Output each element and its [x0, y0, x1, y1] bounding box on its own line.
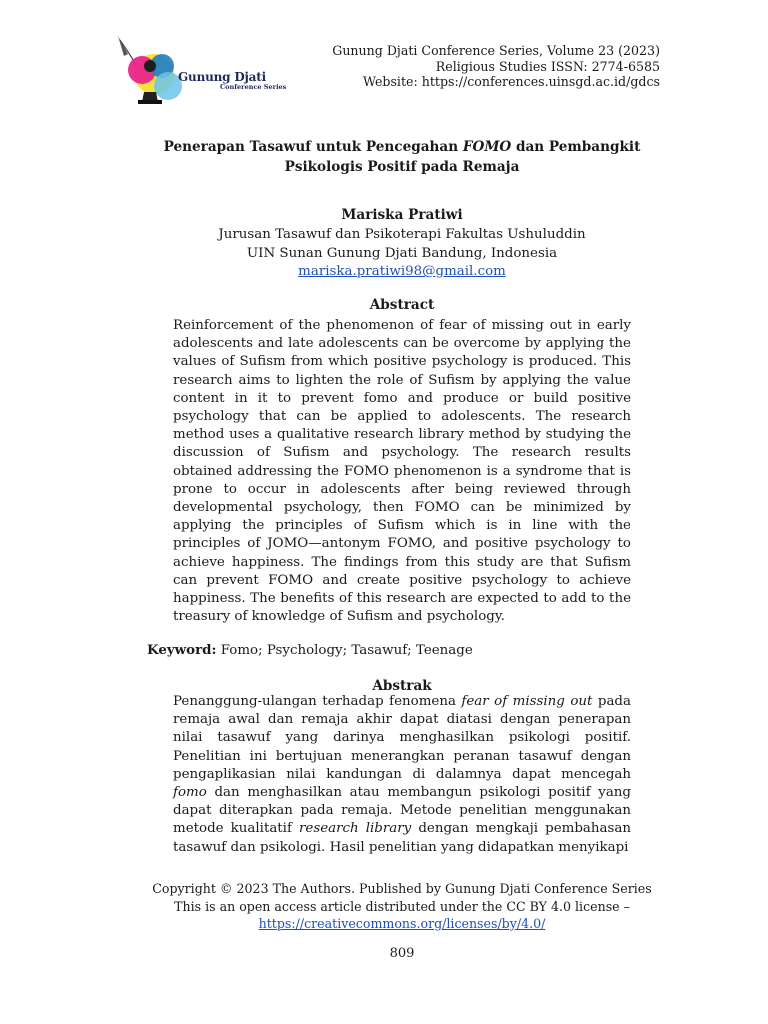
affiliation-line2: UIN Sunan Gunung Djati Bandung, Indonesia: [246, 245, 558, 261]
abstrak-body: [173, 693, 631, 857]
abstrak-italic-2: fomo: [173, 785, 207, 801]
keyword-values: Fomo; Psychology; Tasawuf; Teenage: [216, 643, 473, 658]
page-number: 809: [389, 946, 415, 961]
abstrak-italic-3: research library: [299, 821, 412, 837]
abstrak-text-4: dengan mengkaji pembahasan tasawuf dan psikologi. Hasil penelitian yang didapatkan menyikapi: [173, 821, 631, 855]
paper-title: [120, 137, 684, 177]
title-italic: FOMO: [462, 139, 512, 155]
abstrak-text-3: dan menghasilkan atau membangun psikologi positif yang dapat diterapkan pada remaja. Metode penelitian menggunakan metode kualitatif: [173, 785, 631, 837]
author-name: Mariska Pratiwi: [341, 207, 463, 223]
journal-website: Website: https://conferences.uinsgd.ac.id/gdcs: [363, 74, 660, 89]
abstract-heading: Abstract: [369, 297, 435, 313]
logo-title: Gunung Djati: [178, 70, 266, 84]
logo-subtitle: Conference Series: [220, 83, 287, 91]
abstrak-text-1: Penanggung-ulangan terhadap fenomena: [173, 694, 462, 709]
abstrak-text-2: pada remaja awal dan remaja akhir dapat diatasi dengan penerapan nilai tasawuf yang darinya menghasilkan psikologi positif. Penelitian ini bertujuan menerangkan peranan tasawuf dengan pengaplikasian nilai kandungan di dalamnya dapat mencegah: [173, 694, 631, 782]
affiliation-line1: Jurusan Tasawuf dan Psikoterapi Fakultas Ushuluddin: [218, 227, 586, 242]
title-part1: Penerapan Tasawuf untuk Pencegahan: [163, 139, 463, 155]
journal-issn: Religious Studies ISSN: 2774-6585: [435, 58, 660, 74]
title-line2: Psikologis Positif pada Remaja: [284, 159, 520, 175]
copyright-line: Copyright © 2023 The Authors. Published by Gunung Djati Conference Series: [152, 881, 652, 896]
journal-volume: Gunung Djati Conference Series, Volume 23 (2023): [332, 43, 660, 58]
license-line: This is an open access article distributed under the CC BY 4.0 license –: [174, 898, 630, 914]
title-part2: dan Pembangkit: [511, 139, 641, 155]
abstrak-italic-1: fear of missing out: [461, 694, 593, 709]
keyword-line: [147, 642, 473, 658]
abstrak-heading: Abstrak: [372, 678, 432, 694]
abstract-body: Reinforcement of the phenomenon of fear of missing out in early adolescents and late adolescents can be overcome by applying the values of Sufism from which positive psychology is produced. This research aims to lighten the role of Sufism by applying the value content in it to prevent fomo and produce or build positive psychology that can be applied to adolescents. The research method uses a qualitative research library method by studying the discussion of Sufism and psychology. The research results obtained addressing the FOMO phenomenon is a syndrome that is prone to occur in adolescents after being reviewed through developmental psychology, then FOMO can be minimized by applying the principles of Sufism which is in line with the principles of JOMO—antonym FOMO, and positive psychology to achieve happiness. The findings from this study are that Sufism can prevent FOMO and create positive psychology to achieve happiness. The benefits of this research are expected to add to the treasury of knowledge of Sufism and psychology.: [173, 318, 631, 625]
author-email-link[interactable]: mariska.pratiwi98@gmail.com: [298, 264, 506, 280]
journal-info: [332, 43, 660, 90]
license-link[interactable]: https://creativecommons.org/licenses/by/4.0/: [258, 916, 546, 931]
copyright-notice: [100, 880, 704, 933]
conference-logo: [114, 32, 287, 108]
keyword-label: Keyword:: [147, 642, 217, 658]
author-affiliation: [120, 226, 684, 282]
